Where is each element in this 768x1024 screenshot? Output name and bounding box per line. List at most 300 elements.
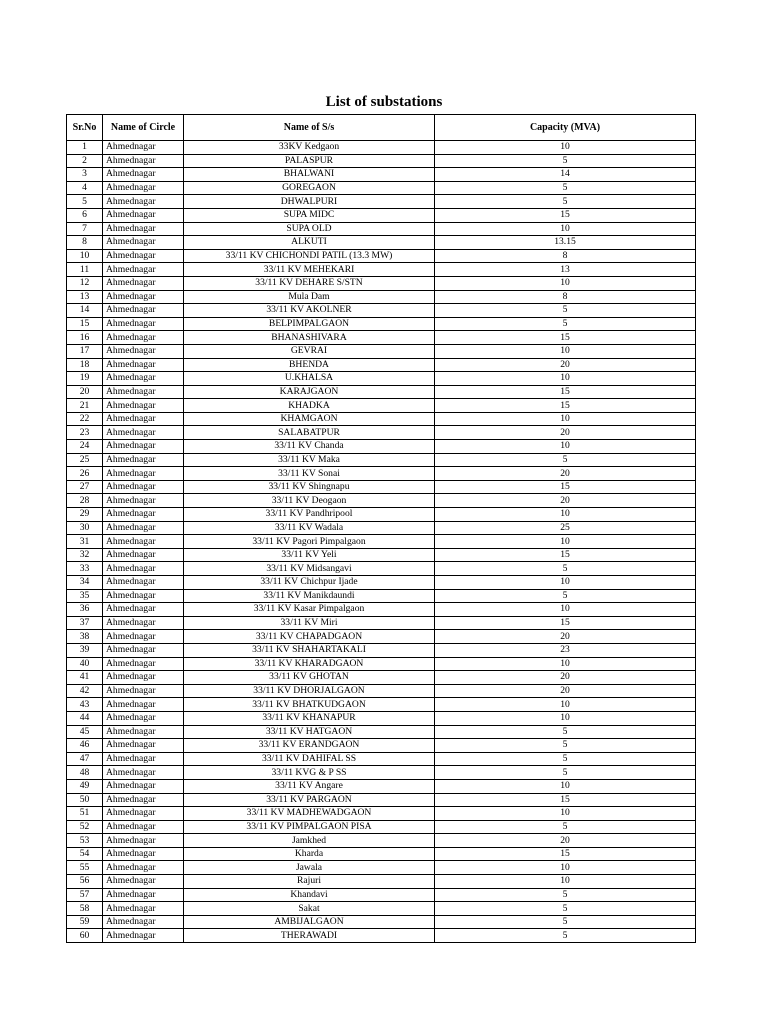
cell-srno: 54: [67, 847, 103, 861]
table-row: [67, 508, 696, 522]
cell-srno: 22: [67, 412, 103, 426]
cell-capacity: 15: [435, 399, 696, 413]
table-row: [67, 154, 696, 168]
cell-srno: 25: [67, 453, 103, 467]
cell-srno: 58: [67, 902, 103, 916]
cell-substation-name: KARAJGAON: [184, 385, 435, 399]
cell-substation-name: GEVRAI: [184, 344, 435, 358]
cell-capacity: 10: [435, 344, 696, 358]
table-row: [67, 698, 696, 712]
cell-capacity: 10: [435, 657, 696, 671]
cell-capacity: 20: [435, 358, 696, 372]
cell-substation-name: Rajuri: [184, 875, 435, 889]
cell-srno: 8: [67, 236, 103, 250]
table-header: [67, 115, 696, 141]
table-row: [67, 671, 696, 685]
cell-circle: Ahmednagar: [103, 861, 184, 875]
header-row: [67, 115, 696, 141]
cell-srno: 44: [67, 711, 103, 725]
cell-circle: Ahmednagar: [103, 181, 184, 195]
table-row: [67, 344, 696, 358]
cell-substation-name: Mula Dam: [184, 290, 435, 304]
cell-capacity: 20: [435, 467, 696, 481]
cell-circle: Ahmednagar: [103, 331, 184, 345]
cell-capacity: 5: [435, 752, 696, 766]
cell-circle: Ahmednagar: [103, 195, 184, 209]
cell-capacity: 10: [435, 440, 696, 454]
cell-srno: 40: [67, 657, 103, 671]
cell-substation-name: BELPIMPALGAON: [184, 317, 435, 331]
cell-circle: Ahmednagar: [103, 412, 184, 426]
cell-circle: Ahmednagar: [103, 752, 184, 766]
cell-circle: Ahmednagar: [103, 820, 184, 834]
cell-capacity: 20: [435, 426, 696, 440]
cell-srno: 47: [67, 752, 103, 766]
cell-srno: 15: [67, 317, 103, 331]
cell-srno: 50: [67, 793, 103, 807]
cell-capacity: 14: [435, 168, 696, 182]
cell-capacity: 15: [435, 385, 696, 399]
cell-srno: 41: [67, 671, 103, 685]
cell-srno: 45: [67, 725, 103, 739]
cell-circle: Ahmednagar: [103, 711, 184, 725]
table-row: [67, 766, 696, 780]
cell-substation-name: 33/11 KV MEHEKARI: [184, 263, 435, 277]
cell-capacity: 10: [435, 807, 696, 821]
cell-srno: 48: [67, 766, 103, 780]
cell-circle: Ahmednagar: [103, 208, 184, 222]
table-row: [67, 249, 696, 263]
cell-circle: Ahmednagar: [103, 222, 184, 236]
table-row: [67, 630, 696, 644]
cell-substation-name: SUPA MIDC: [184, 208, 435, 222]
cell-substation-name: BHALWANI: [184, 168, 435, 182]
table-row: [67, 426, 696, 440]
table-row: [67, 372, 696, 386]
cell-srno: 12: [67, 276, 103, 290]
cell-capacity: 5: [435, 725, 696, 739]
table-row: [67, 548, 696, 562]
substations-table: [66, 114, 696, 943]
table-row: [67, 711, 696, 725]
table-row: [67, 875, 696, 889]
cell-substation-name: SUPA OLD: [184, 222, 435, 236]
cell-capacity: 13.15: [435, 236, 696, 250]
cell-srno: 34: [67, 576, 103, 590]
cell-substation-name: 33/11 KV HATGAON: [184, 725, 435, 739]
cell-srno: 53: [67, 834, 103, 848]
header-circle: Name of Circle: [103, 115, 184, 141]
cell-srno: 43: [67, 698, 103, 712]
cell-circle: Ahmednagar: [103, 535, 184, 549]
table-row: [67, 222, 696, 236]
cell-capacity: 5: [435, 766, 696, 780]
cell-capacity: 15: [435, 847, 696, 861]
cell-circle: Ahmednagar: [103, 426, 184, 440]
cell-srno: 49: [67, 779, 103, 793]
cell-circle: Ahmednagar: [103, 834, 184, 848]
table-row: [67, 562, 696, 576]
table-row: [67, 725, 696, 739]
cell-capacity: 10: [435, 508, 696, 522]
cell-substation-name: 33/11 KV DEHARE S/STN: [184, 276, 435, 290]
cell-circle: Ahmednagar: [103, 399, 184, 413]
cell-circle: Ahmednagar: [103, 508, 184, 522]
table-row: [67, 616, 696, 630]
cell-srno: 32: [67, 548, 103, 562]
table-row: [67, 236, 696, 250]
table-row: [67, 929, 696, 943]
cell-circle: Ahmednagar: [103, 480, 184, 494]
document-title: List of substations: [325, 94, 443, 110]
cell-substation-name: 33/11 KV Shingnapu: [184, 480, 435, 494]
cell-srno: 20: [67, 385, 103, 399]
cell-substation-name: Kharda: [184, 847, 435, 861]
cell-substation-name: 33/11 KV SHAHARTAKALI: [184, 643, 435, 657]
cell-circle: Ahmednagar: [103, 317, 184, 331]
cell-substation-name: Sakat: [184, 902, 435, 916]
cell-srno: 52: [67, 820, 103, 834]
cell-srno: 29: [67, 508, 103, 522]
cell-circle: Ahmednagar: [103, 467, 184, 481]
cell-substation-name: 33/11 KV KHANAPUR: [184, 711, 435, 725]
cell-capacity: 20: [435, 684, 696, 698]
cell-capacity: 10: [435, 222, 696, 236]
cell-circle: Ahmednagar: [103, 249, 184, 263]
cell-capacity: 15: [435, 208, 696, 222]
cell-substation-name: 33/11 KV PARGAON: [184, 793, 435, 807]
cell-capacity: 15: [435, 616, 696, 630]
table-row: [67, 684, 696, 698]
table-row: [67, 467, 696, 481]
cell-capacity: 15: [435, 331, 696, 345]
cell-circle: Ahmednagar: [103, 276, 184, 290]
cell-srno: 55: [67, 861, 103, 875]
cell-circle: Ahmednagar: [103, 263, 184, 277]
cell-circle: Ahmednagar: [103, 671, 184, 685]
cell-capacity: 10: [435, 861, 696, 875]
cell-substation-name: KHAMGAON: [184, 412, 435, 426]
table-row: [67, 276, 696, 290]
table-row: [67, 168, 696, 182]
table-row: [67, 358, 696, 372]
cell-capacity: 5: [435, 820, 696, 834]
cell-srno: 59: [67, 915, 103, 929]
cell-capacity: 5: [435, 562, 696, 576]
cell-substation-name: AMBIJALGAON: [184, 915, 435, 929]
cell-circle: Ahmednagar: [103, 793, 184, 807]
cell-substation-name: 33/11 KV AKOLNER: [184, 304, 435, 318]
table-row: [67, 385, 696, 399]
cell-circle: Ahmednagar: [103, 766, 184, 780]
cell-substation-name: ALKUTI: [184, 236, 435, 250]
cell-circle: Ahmednagar: [103, 521, 184, 535]
cell-circle: Ahmednagar: [103, 453, 184, 467]
table-row: [67, 888, 696, 902]
cell-circle: Ahmednagar: [103, 344, 184, 358]
cell-circle: Ahmednagar: [103, 603, 184, 617]
table-row: [67, 453, 696, 467]
cell-capacity: 15: [435, 548, 696, 562]
cell-circle: Ahmednagar: [103, 807, 184, 821]
cell-substation-name: 33/11 KV DAHIFAL SS: [184, 752, 435, 766]
cell-circle: Ahmednagar: [103, 562, 184, 576]
cell-srno: 13: [67, 290, 103, 304]
cell-capacity: 10: [435, 276, 696, 290]
table-row: [67, 494, 696, 508]
cell-capacity: 5: [435, 902, 696, 916]
cell-srno: 33: [67, 562, 103, 576]
table-row: [67, 589, 696, 603]
cell-substation-name: BHANASHIVARA: [184, 331, 435, 345]
cell-circle: Ahmednagar: [103, 698, 184, 712]
table-row: [67, 603, 696, 617]
cell-substation-name: 33/11 KV Pagori Pimpalgaon: [184, 535, 435, 549]
cell-srno: 27: [67, 480, 103, 494]
cell-circle: Ahmednagar: [103, 440, 184, 454]
cell-circle: Ahmednagar: [103, 616, 184, 630]
cell-circle: Ahmednagar: [103, 290, 184, 304]
cell-capacity: 10: [435, 372, 696, 386]
cell-srno: 23: [67, 426, 103, 440]
cell-circle: Ahmednagar: [103, 725, 184, 739]
cell-capacity: 5: [435, 915, 696, 929]
cell-circle: Ahmednagar: [103, 548, 184, 562]
cell-capacity: 10: [435, 779, 696, 793]
cell-substation-name: 33/11 KV CHICHONDI PATIL (13.3 MW): [184, 249, 435, 263]
cell-srno: 11: [67, 263, 103, 277]
cell-srno: 56: [67, 875, 103, 889]
cell-capacity: 5: [435, 195, 696, 209]
cell-srno: 16: [67, 331, 103, 345]
cell-substation-name: DHWALPURI: [184, 195, 435, 209]
cell-srno: 36: [67, 603, 103, 617]
cell-capacity: 10: [435, 698, 696, 712]
cell-substation-name: 33/11 KV Deogaon: [184, 494, 435, 508]
table-row: [67, 807, 696, 821]
cell-capacity: 8: [435, 249, 696, 263]
cell-capacity: 10: [435, 711, 696, 725]
cell-srno: 57: [67, 888, 103, 902]
cell-capacity: 10: [435, 535, 696, 549]
cell-capacity: 5: [435, 453, 696, 467]
table-row: [67, 576, 696, 590]
cell-srno: 14: [67, 304, 103, 318]
cell-srno: 2: [67, 154, 103, 168]
cell-substation-name: Jamkhed: [184, 834, 435, 848]
cell-capacity: 5: [435, 317, 696, 331]
table-row: [67, 902, 696, 916]
cell-substation-name: Khandavi: [184, 888, 435, 902]
table-row: [67, 847, 696, 861]
header-substation: Name of S/s: [184, 115, 435, 141]
cell-substation-name: 33/11 KV Midsangavi: [184, 562, 435, 576]
cell-capacity: 5: [435, 304, 696, 318]
cell-substation-name: U.KHALSA: [184, 372, 435, 386]
cell-substation-name: KHADKA: [184, 399, 435, 413]
cell-capacity: 5: [435, 888, 696, 902]
cell-srno: 30: [67, 521, 103, 535]
cell-substation-name: PALASPUR: [184, 154, 435, 168]
cell-srno: 60: [67, 929, 103, 943]
table-row: [67, 208, 696, 222]
table-row: [67, 399, 696, 413]
cell-circle: Ahmednagar: [103, 589, 184, 603]
cell-srno: 10: [67, 249, 103, 263]
cell-srno: 17: [67, 344, 103, 358]
cell-circle: Ahmednagar: [103, 902, 184, 916]
table-row: [67, 412, 696, 426]
cell-circle: Ahmednagar: [103, 304, 184, 318]
cell-srno: 19: [67, 372, 103, 386]
cell-srno: 18: [67, 358, 103, 372]
cell-circle: Ahmednagar: [103, 168, 184, 182]
cell-srno: 21: [67, 399, 103, 413]
cell-srno: 46: [67, 739, 103, 753]
cell-capacity: 15: [435, 480, 696, 494]
cell-substation-name: 33/11 KVG & P SS: [184, 766, 435, 780]
cell-capacity: 10: [435, 412, 696, 426]
cell-substation-name: GOREGAON: [184, 181, 435, 195]
cell-circle: Ahmednagar: [103, 847, 184, 861]
cell-srno: 6: [67, 208, 103, 222]
cell-srno: 1: [67, 141, 103, 155]
cell-circle: Ahmednagar: [103, 779, 184, 793]
cell-substation-name: 33/11 KV Maka: [184, 453, 435, 467]
cell-capacity: 23: [435, 643, 696, 657]
table-row: [67, 861, 696, 875]
header-capacity: Capacity (MVA): [435, 115, 696, 141]
cell-circle: Ahmednagar: [103, 929, 184, 943]
table-row: [67, 263, 696, 277]
cell-srno: 39: [67, 643, 103, 657]
cell-srno: 37: [67, 616, 103, 630]
cell-circle: Ahmednagar: [103, 657, 184, 671]
table-row: [67, 643, 696, 657]
cell-srno: 4: [67, 181, 103, 195]
cell-substation-name: 33/11 KV Sonai: [184, 467, 435, 481]
cell-circle: Ahmednagar: [103, 494, 184, 508]
table-row: [67, 834, 696, 848]
cell-substation-name: 33/11 KV Miri: [184, 616, 435, 630]
cell-substation-name: THERAWADI: [184, 929, 435, 943]
cell-circle: Ahmednagar: [103, 888, 184, 902]
cell-substation-name: 33/11 KV MADHEWADGAON: [184, 807, 435, 821]
cell-capacity: 5: [435, 929, 696, 943]
cell-circle: Ahmednagar: [103, 141, 184, 155]
cell-srno: 35: [67, 589, 103, 603]
table-row: [67, 521, 696, 535]
table-row: [67, 793, 696, 807]
cell-substation-name: 33KV Kedgaon: [184, 141, 435, 155]
cell-circle: Ahmednagar: [103, 372, 184, 386]
cell-srno: 42: [67, 684, 103, 698]
cell-substation-name: 33/11 KV GHOTAN: [184, 671, 435, 685]
cell-circle: Ahmednagar: [103, 684, 184, 698]
table-row: [67, 657, 696, 671]
table-row: [67, 535, 696, 549]
cell-substation-name: Jawala: [184, 861, 435, 875]
table-row: [67, 440, 696, 454]
table-row: [67, 331, 696, 345]
cell-srno: 5: [67, 195, 103, 209]
cell-capacity: 10: [435, 141, 696, 155]
cell-capacity: 10: [435, 875, 696, 889]
cell-substation-name: 33/11 KV Chanda: [184, 440, 435, 454]
cell-substation-name: BHENDA: [184, 358, 435, 372]
cell-srno: 7: [67, 222, 103, 236]
cell-circle: Ahmednagar: [103, 643, 184, 657]
cell-srno: 51: [67, 807, 103, 821]
cell-capacity: 25: [435, 521, 696, 535]
cell-srno: 38: [67, 630, 103, 644]
table-row: [67, 304, 696, 318]
cell-capacity: 5: [435, 739, 696, 753]
table-row: [67, 779, 696, 793]
table-row: [67, 480, 696, 494]
cell-srno: 3: [67, 168, 103, 182]
cell-capacity: 5: [435, 589, 696, 603]
cell-circle: Ahmednagar: [103, 236, 184, 250]
table-row: [67, 752, 696, 766]
cell-circle: Ahmednagar: [103, 630, 184, 644]
cell-substation-name: 33/11 KV Angare: [184, 779, 435, 793]
cell-substation-name: 33/11 KV CHAPADGAON: [184, 630, 435, 644]
cell-substation-name: 33/11 KV PIMPALGAON PISA: [184, 820, 435, 834]
cell-substation-name: 33/11 KV Kasar Pimpalgaon: [184, 603, 435, 617]
cell-substation-name: 33/11 KV Wadala: [184, 521, 435, 535]
cell-capacity: 13: [435, 263, 696, 277]
cell-substation-name: 33/11 KV ERANDGAON: [184, 739, 435, 753]
cell-circle: Ahmednagar: [103, 915, 184, 929]
table-body: [67, 141, 696, 943]
cell-srno: 31: [67, 535, 103, 549]
table-row: [67, 317, 696, 331]
cell-substation-name: SALABATPUR: [184, 426, 435, 440]
cell-circle: Ahmednagar: [103, 739, 184, 753]
table-row: [67, 739, 696, 753]
cell-circle: Ahmednagar: [103, 385, 184, 399]
table-row: [67, 181, 696, 195]
cell-circle: Ahmednagar: [103, 154, 184, 168]
cell-substation-name: 33/11 KV DHORJALGAON: [184, 684, 435, 698]
cell-capacity: 5: [435, 181, 696, 195]
cell-srno: 28: [67, 494, 103, 508]
table-row: [67, 915, 696, 929]
cell-circle: Ahmednagar: [103, 576, 184, 590]
cell-substation-name: 33/11 KV Pandhripool: [184, 508, 435, 522]
cell-capacity: 20: [435, 494, 696, 508]
cell-substation-name: 33/11 KV Chichpur Ijade: [184, 576, 435, 590]
table-row: [67, 195, 696, 209]
cell-capacity: 20: [435, 834, 696, 848]
header-srno: Sr.No: [67, 115, 103, 141]
cell-circle: Ahmednagar: [103, 875, 184, 889]
cell-capacity: 5: [435, 154, 696, 168]
cell-capacity: 15: [435, 793, 696, 807]
cell-capacity: 20: [435, 630, 696, 644]
cell-substation-name: 33/11 KV BHATKUDGAON: [184, 698, 435, 712]
table-row: [67, 820, 696, 834]
table-row: [67, 141, 696, 155]
cell-capacity: 10: [435, 576, 696, 590]
cell-capacity: 10: [435, 603, 696, 617]
cell-srno: 26: [67, 467, 103, 481]
cell-substation-name: 33/11 KV KHARADGAON: [184, 657, 435, 671]
cell-capacity: 8: [435, 290, 696, 304]
cell-substation-name: 33/11 KV Yeli: [184, 548, 435, 562]
table-row: [67, 290, 696, 304]
